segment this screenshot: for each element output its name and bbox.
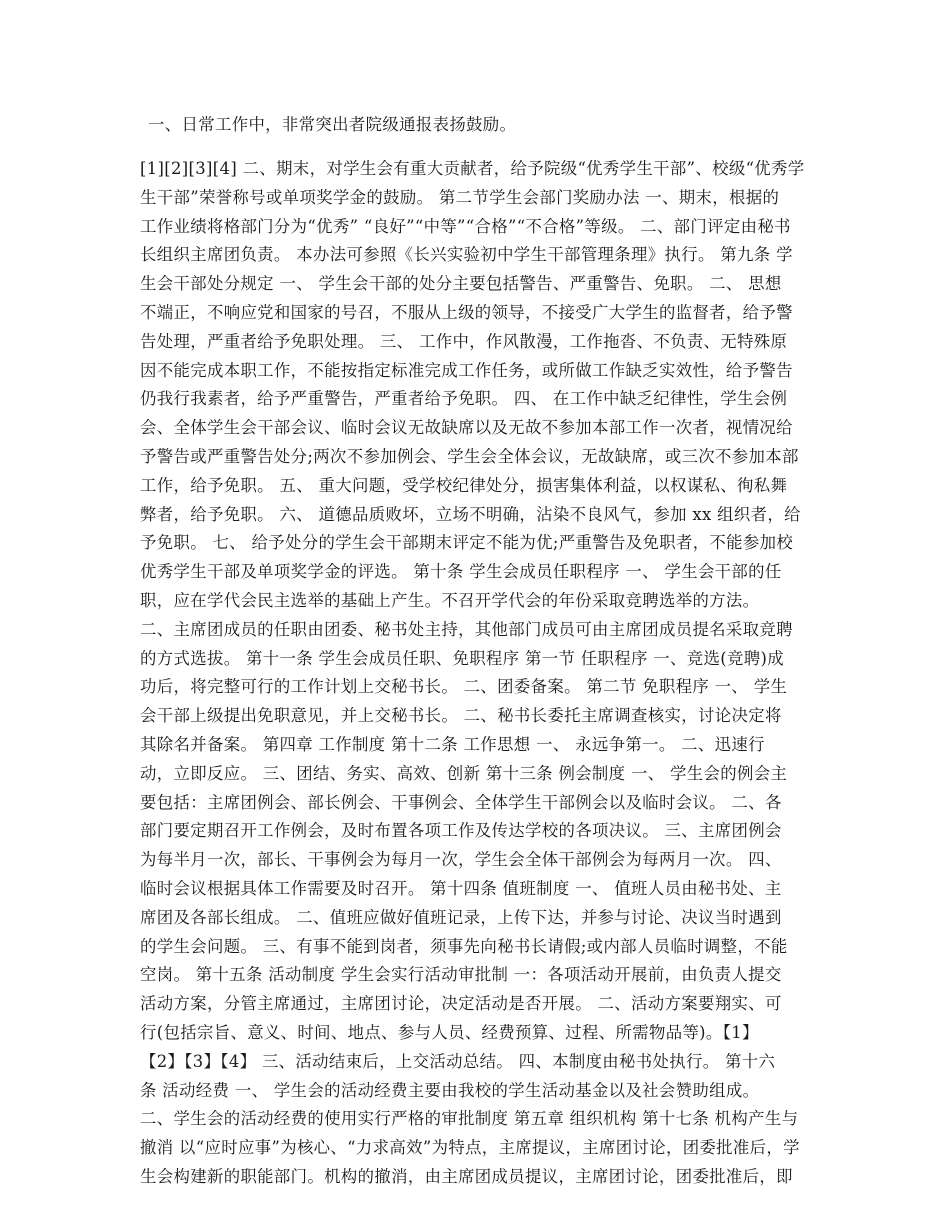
text-line: 弊者，给予免职。 六、 道德品质败坏，立场不明确，沾染不良风气，参加 xx 组织者，给: [140, 504, 801, 524]
text-line: 部门要定期召开工作例会，及时布置各项工作及传达学校的各项决议。 三、主席团例会: [140, 821, 782, 841]
text-line: 席团及各部长组成。 二、值班应做好值班记录，上传下达，并参与讨论、决议当时遇到: [140, 907, 782, 927]
paragraph-commendation: [148, 111, 516, 140]
text-line: 空岗。 第十五条 活动制度 学生会实行活动审批制 一：各项活动开展前，由负责人提交: [140, 965, 782, 985]
text-line: 仍我行我素者，给予严重警告，严重者给予免职。 四、 在工作中缺乏纪律性，学生会例: [140, 389, 788, 409]
text-line: 撤消 以“应时应事”为核心、“力求高效”为特点，主席提议，主席团讨论，团委批准后，学: [140, 1138, 800, 1158]
text-line: 予免职。 七、 给予处分的学生会干部期末评定不能为优;严重警告及免职者，不能参加校: [140, 533, 794, 553]
text-line: 的方式选拔。 第十一条 学生会成员任职、免职程序 第一节 任职程序 一、竞选(竞聘)成: [140, 648, 784, 668]
text-line: 长组织主席团负责。 本办法可参照《长兴实验初中学生干部管理条理》执行。 第九条 学: [140, 245, 793, 265]
text-line: 动，立即反应。 三、团结、务实、高效、创新 第十三条 例会制度 一、 学生会的例会主: [140, 763, 788, 783]
text-line: 活动方案，分管主席通过，主席团讨论，决定活动是否开展。 二、活动方案要翔实、可: [140, 994, 782, 1014]
text-line: 会干部上级提出免职意见，并上交秘书长。 二、秘书长委托主席调查核实，讨论决定将: [140, 706, 782, 726]
text-line: 予警告或严重警告处分;两次不参加例会、学生会全体会议，无故缺席，或三次不参加本部: [140, 446, 799, 466]
text-line: 会、全体学生会干部会议、临时会议无故缺席以及无故不参加本部工作一次者，视情况给: [140, 418, 793, 438]
text-line: 其除名并备案。 第四章 工作制度 第十二条 工作思想 一、 永远争第一。 二、迅速行: [140, 734, 765, 754]
text-line: 告处理，严重者给予免职处理。 三、 工作中，作风散漫，工作拖沓、不负责、无特殊原: [140, 331, 788, 351]
text-line: 生会干部处分规定 一、 学生会干部的处分主要包括警告、严重警告、免职。 二、 思想: [140, 274, 782, 294]
text-line: 临时会议根据具体工作需要及时召开。 第十四条 值班制度 一、 值班人员由秘书处、主: [140, 878, 782, 898]
text-line: [1][2][3][4] 二、期末，对学生会有重大贡献者，给予院级“优秀学生干部”、校级“优秀学: [140, 159, 805, 178]
text-line: 工作业绩将格部门分为“优秀” “良好”“中等”“合格”“不合格”等级。 二、部门评定由秘书: [140, 216, 791, 236]
text-line: 条 活动经费 一、 学生会的活动经费主要由我校的学生活动基金以及社会赞助组成。: [140, 1080, 760, 1100]
paragraph-regulations: [140, 155, 805, 1192]
text-line: 二、学生会的活动经费的使用实行严格的审批制度 第五章 组织机构 第十七条 机构产生与: [140, 1109, 799, 1129]
text-line: 要包括：主席团例会、部长例会、干事例会、全体学生干部例会以及临时会议。 二、各: [140, 792, 782, 812]
text-line: 行(包括宗旨、意义、时间、地点、参与人员、经费预算、过程、所需物品等)。【1】: [140, 1022, 759, 1042]
text-line: 工作，给予免职。 五、 重大问题，受学校纪律处分，损害集体利益，以权谋私、徇私舞: [140, 475, 788, 495]
text-line: 一、日常工作中，非常突出者院级通报表扬鼓励。: [148, 115, 517, 134]
text-line: 因不能完成本职工作，不能按指定标准完成工作任务，或所做工作缺乏实效性，给予警告: [140, 360, 793, 380]
text-line: 优秀学生干部及单项奖学金的评选。 第十条 学生会成员任职程序 一、 学生会干部的任: [140, 562, 782, 582]
text-line: 不端正，不响应党和国家的号召，不服从上级的领导，不接受广大学生的监督者，给予警: [140, 302, 793, 322]
text-line: 为每半月一次，部长、干事例会为每月一次，学生会全体干部例会为每两月一次。 四、: [140, 850, 782, 870]
text-line: 生干部”荣誉称号或单项奖学金的鼓励。 第二节学生会部门奖励办法 一、期末，根据的: [140, 187, 780, 207]
text-line: 的学生会问题。 三、有事不能到岗者，须事先向秘书长请假;或内部人员临时调整，不能: [140, 936, 788, 956]
text-line: 【2】【3】【4】 三、活动结束后，上交活动总结。 四、本制度由秘书处执行。 第十六: [140, 1051, 776, 1071]
text-line: 功后，将完整可行的工作计划上交秘书长。 二、团委备案。 第二节 免职程序 一、 学生: [140, 677, 788, 697]
text-line: 二、主席团成员的任职由团委、秘书处主持，其他部门成员可由主席团成员提名采取竞聘: [140, 619, 793, 639]
text-line: 职，应在学代会民主选举的基础上产生。不召开学代会的年份采取竞聘选举的方法。: [140, 590, 760, 610]
text-line: 生会构建新的职能部门。机构的撤消，由主席团成员提议，主席团讨论，团委批准后，即: [140, 1166, 793, 1186]
